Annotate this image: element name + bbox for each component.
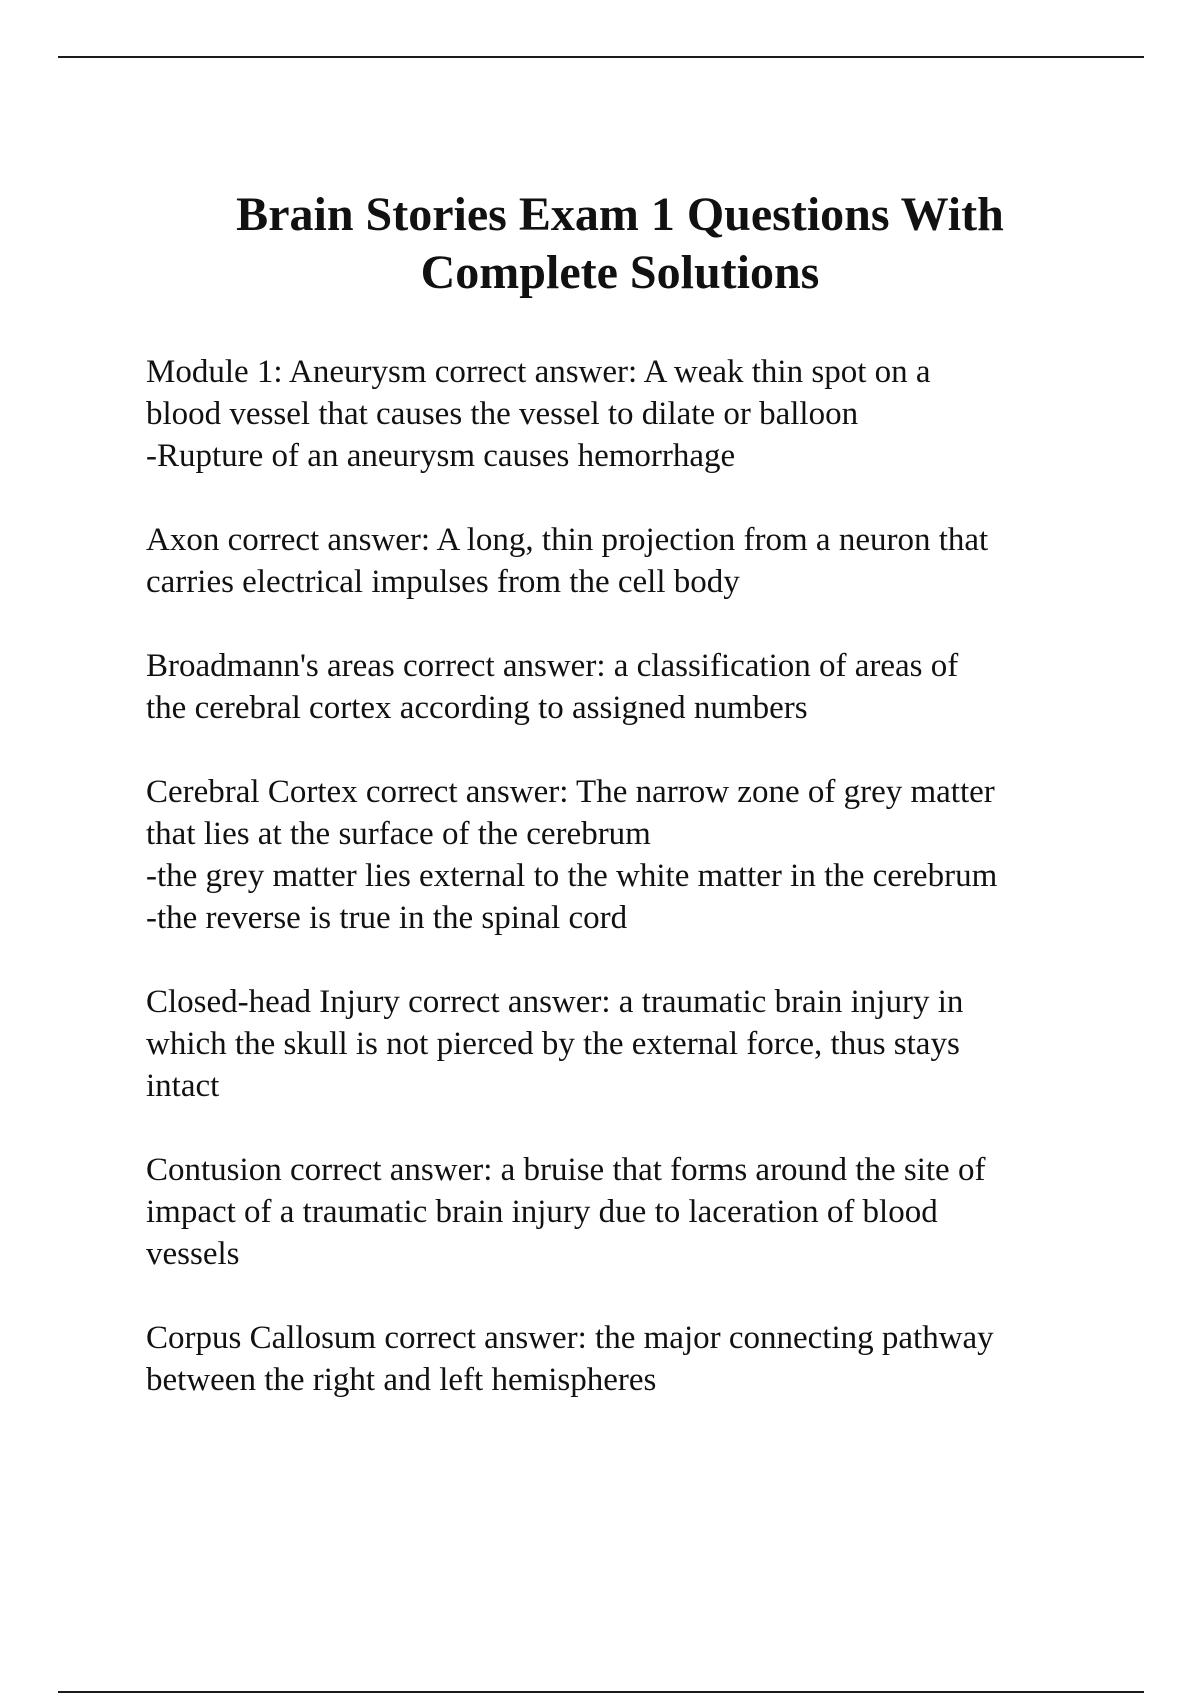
footer-rule — [58, 1691, 1144, 1693]
entry-line: -Rupture of an aneurysm causes hemorrhage — [146, 438, 736, 474]
entry-line: which the skull is not pierced by the external force, thus stays — [146, 1026, 960, 1062]
entry-line: -the reverse is true in the spinal cord — [146, 900, 628, 936]
header-rule — [58, 56, 1144, 58]
entry-aneurysm — [146, 351, 1156, 477]
entry-line: carries electrical impulses from the cell body — [146, 564, 740, 600]
entry-line: Corpus Callosum correct answer: the major connecting pathway — [146, 1320, 994, 1356]
title-line: Complete Solutions — [420, 246, 820, 299]
entry-line: between the right and left hemispheres — [146, 1362, 657, 1398]
entry-line: Closed-head Injury correct answer: a traumatic brain injury in — [146, 984, 964, 1020]
document-title — [120, 186, 1120, 302]
entry-line: impact of a traumatic brain injury due to laceration of blood — [146, 1194, 938, 1230]
entry-corpus-callosum — [146, 1317, 1156, 1401]
entry-line: intact — [146, 1068, 220, 1104]
entry-line: the cerebral cortex according to assigned numbers — [146, 690, 808, 726]
entry-closed-head-injury — [146, 981, 1156, 1107]
entry-line: vessels — [146, 1236, 240, 1272]
entry-broadmanns-areas — [146, 645, 1156, 729]
entry-line: -the grey matter lies external to the white matter in the cerebrum — [146, 858, 998, 894]
title-line: Brain Stories Exam 1 Questions With — [236, 188, 1004, 241]
entry-line: Broadmann's areas correct answer: a classification of areas of — [146, 648, 959, 684]
entry-axon — [146, 519, 1156, 603]
entry-contusion — [146, 1149, 1156, 1275]
entry-line: Contusion correct answer: a bruise that forms around the site of — [146, 1152, 986, 1188]
entry-line: Module 1: Aneurysm correct answer: A weak thin spot on a — [146, 354, 931, 390]
entry-line: Axon correct answer: A long, thin projection from a neuron that — [146, 522, 989, 558]
document-body — [146, 351, 1156, 1443]
entry-line: that lies at the surface of the cerebrum — [146, 816, 651, 852]
entry-line: blood vessel that causes the vessel to dilate or balloon — [146, 396, 859, 432]
entry-cerebral-cortex — [146, 771, 1156, 939]
entry-line: Cerebral Cortex correct answer: The narrow zone of grey matter — [146, 774, 995, 810]
